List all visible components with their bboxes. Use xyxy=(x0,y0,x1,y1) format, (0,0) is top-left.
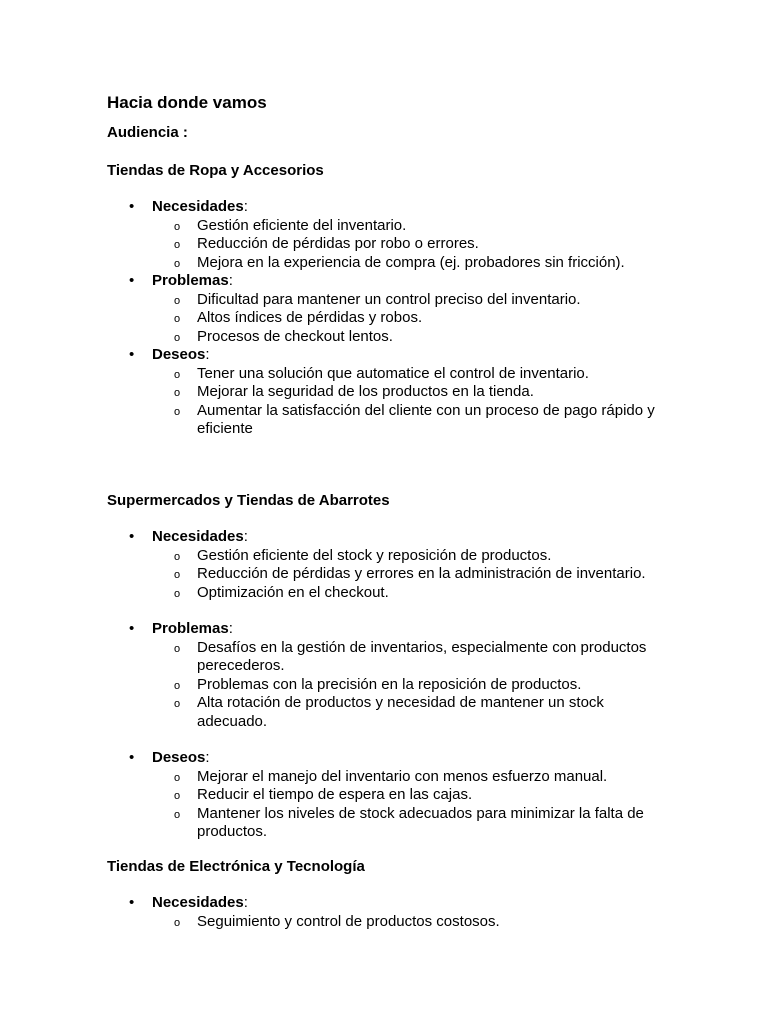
sub-bullet-icon: o xyxy=(174,550,181,563)
section-spacer xyxy=(107,842,667,858)
group-necesidades xyxy=(107,198,667,272)
item-list xyxy=(152,768,667,842)
list-item xyxy=(152,565,667,584)
sub-bullet-icon: o xyxy=(174,916,181,929)
sub-bullet-icon: o xyxy=(174,368,181,381)
sub-bullet-icon: o xyxy=(174,220,181,233)
item-list xyxy=(152,639,667,732)
sub-bullet-icon: o xyxy=(174,698,181,710)
sub-bullet-icon: o xyxy=(174,587,181,600)
sub-bullet-icon: o xyxy=(174,294,181,307)
group-problemas xyxy=(107,272,667,346)
list-item xyxy=(152,235,667,254)
sub-bullet-icon: o xyxy=(174,569,181,581)
item-list xyxy=(152,217,667,273)
list-item-text: Altos índices de pérdidas y robos. xyxy=(197,309,423,326)
section-heading: Tiendas de Electrónica y Tecnología xyxy=(107,857,365,875)
list-item-text: Dificultad para mantener un control preciso del inventario. xyxy=(197,290,581,308)
item-list xyxy=(152,913,667,932)
list-item xyxy=(152,291,667,310)
item-list xyxy=(152,547,667,603)
document-title: Hacia donde vamos xyxy=(107,93,267,112)
group-colon: : xyxy=(228,272,233,289)
item-list xyxy=(152,365,667,439)
group-label: Problemas xyxy=(152,272,229,289)
bullet-icon: • xyxy=(129,528,135,545)
sub-bullet-icon: o xyxy=(174,313,181,325)
list-item-text: Mejorar la seguridad de los productos en la tienda. xyxy=(197,383,534,400)
group-necesidades xyxy=(107,528,667,602)
group-colon: : xyxy=(205,749,210,766)
group-colon: : xyxy=(243,894,248,911)
bullet-icon: • xyxy=(129,894,135,911)
list-item-text: Reducción de pérdidas y errores en la administración de inventario. xyxy=(197,565,646,582)
sub-bullet-icon: o xyxy=(174,642,181,655)
sub-bullet-icon: o xyxy=(174,387,181,399)
item-list xyxy=(152,291,667,347)
group-deseos xyxy=(107,749,667,842)
group-label: Necesidades xyxy=(152,894,244,911)
list-item xyxy=(152,786,667,805)
bullet-icon: • xyxy=(129,272,135,289)
list-item xyxy=(152,254,667,273)
list-item-text: Reducir el tiempo de espera en las cajas. xyxy=(197,786,473,803)
group-label: Problemas xyxy=(152,620,229,637)
list-spacer xyxy=(107,731,667,749)
group-problemas xyxy=(107,620,667,731)
group-list xyxy=(107,198,667,439)
list-item xyxy=(152,639,667,676)
bullet-icon: • xyxy=(129,749,135,766)
list-item xyxy=(152,217,667,236)
list-spacer xyxy=(107,602,667,620)
list-item-text: Problemas con la precisión en la reposición de productos. xyxy=(197,675,582,693)
list-item-text: Tener una solución que automatice el control de inventario. xyxy=(197,364,589,382)
list-item xyxy=(152,913,667,932)
sub-bullet-icon: o xyxy=(174,790,181,802)
section-ropa xyxy=(107,162,667,439)
group-colon: : xyxy=(205,346,210,363)
sub-bullet-icon: o xyxy=(174,239,181,251)
section-heading: Tiendas de Ropa y Accesorios xyxy=(107,161,324,179)
list-item-text: Gestión eficiente del inventario. xyxy=(197,216,407,234)
list-item-text: Mejora en la experiencia de compra (ej. probadores sin fricción). xyxy=(197,253,625,271)
group-colon: : xyxy=(243,528,248,545)
list-item xyxy=(152,805,667,842)
group-label: Deseos xyxy=(152,346,206,363)
bullet-icon: • xyxy=(129,198,135,215)
list-item-text: Alta rotación de productos y necesidad de mantener un stock adecuado. xyxy=(197,694,604,730)
group-label: Deseos xyxy=(152,749,206,766)
group-label: Necesidades xyxy=(152,528,244,545)
bullet-icon: • xyxy=(129,620,135,637)
list-item-text: Desafíos en la gestión de inventarios, especialmente con productos perecederos. xyxy=(197,638,647,674)
list-item-text: Procesos de checkout lentos. xyxy=(197,327,393,345)
sub-bullet-icon: o xyxy=(174,808,181,821)
section-spacer xyxy=(107,439,667,492)
list-item xyxy=(152,383,667,402)
group-colon: : xyxy=(228,620,233,637)
list-item xyxy=(152,584,667,603)
group-colon: : xyxy=(243,198,248,215)
list-item xyxy=(152,676,667,695)
list-item-text: Gestión eficiente del stock y reposición de productos. xyxy=(197,546,552,564)
list-item xyxy=(152,402,667,439)
list-item-text: Reducción de pérdidas por robo o errores. xyxy=(197,235,479,252)
document-content xyxy=(107,92,667,931)
list-item xyxy=(152,328,667,347)
audience-label: Audiencia : xyxy=(107,124,188,141)
list-item-text: Mejorar el manejo del inventario con menos esfuerzo manual. xyxy=(197,767,608,785)
sub-bullet-icon: o xyxy=(174,679,181,692)
list-item xyxy=(152,365,667,384)
group-list xyxy=(107,528,667,842)
list-item xyxy=(152,309,667,328)
sub-bullet-icon: o xyxy=(174,405,181,418)
section-supermercados xyxy=(107,492,667,842)
list-item-text: Aumentar la satisfacción del cliente con un proceso de pago rápido y eficiente xyxy=(197,401,655,437)
sub-bullet-icon: o xyxy=(174,257,181,270)
sub-bullet-icon: o xyxy=(174,331,181,344)
group-list xyxy=(107,894,667,931)
list-item xyxy=(152,547,667,566)
list-item-text: Seguimiento y control de productos costosos. xyxy=(197,912,500,930)
sub-bullet-icon: o xyxy=(174,771,181,784)
group-label: Necesidades xyxy=(152,198,244,215)
list-item-text: Optimización en el checkout. xyxy=(197,583,389,601)
group-necesidades xyxy=(107,894,667,931)
list-item-text: Mantener los niveles de stock adecuados para minimizar la falta de productos. xyxy=(197,804,644,840)
section-electronica xyxy=(107,858,667,932)
list-item xyxy=(152,694,667,731)
group-deseos xyxy=(107,346,667,439)
section-heading: Supermercados y Tiendas de Abarrotes xyxy=(107,491,390,509)
bullet-icon: • xyxy=(129,346,135,363)
list-item xyxy=(152,768,667,787)
